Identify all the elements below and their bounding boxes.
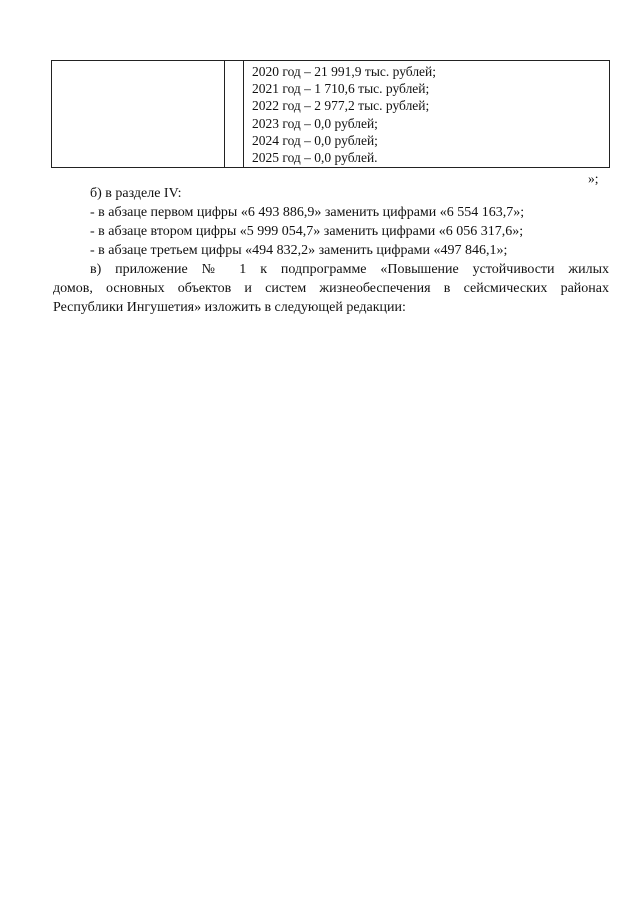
funding-table [51, 60, 610, 168]
item-b-heading: б) в разделе IV: [90, 186, 182, 201]
funding-line-2021: 2021 год – 1 710,6 тыс. рублей; [252, 81, 430, 97]
table-cell-empty-left [52, 61, 225, 167]
funding-line-2025: 2025 год – 0,0 рублей. [252, 150, 378, 166]
funding-line-2022: 2022 год – 2 977,2 тыс. рублей; [252, 98, 430, 114]
item-v-line-3: Республики Ингушетия» изложить в следующей редакции: [53, 300, 406, 315]
table-cell-funding-by-year [252, 63, 607, 166]
item-v-line-1: в) приложение № 1 к подпрограмме «Повышение устойчивости жилых [90, 262, 609, 277]
item-b-paragraph-1: - в абзаце первом цифры «6 493 886,9» заменить цифрами «6 554 163,7»; [90, 205, 525, 220]
funding-line-2024: 2024 год – 0,0 рублей; [252, 132, 378, 148]
funding-line-2020: 2020 год – 21 991,9 тыс. рублей; [252, 64, 437, 79]
item-v-line-2: домов, основных объектов и систем жизнеобеспечения в сейсмических районах [53, 281, 609, 296]
item-b-paragraph-2: - в абзаце втором цифры «5 999 054,7» заменить цифрами «6 056 317,6»; [90, 224, 524, 239]
table-cell-empty-middle [225, 61, 244, 167]
closing-quote: »; [588, 171, 599, 186]
funding-line-2023: 2023 год – 0,0 рублей; [252, 115, 378, 131]
item-b-paragraph-3: - в абзаце третьем цифры «494 832,2» заменить цифрами «497 846,1»; [90, 243, 508, 258]
